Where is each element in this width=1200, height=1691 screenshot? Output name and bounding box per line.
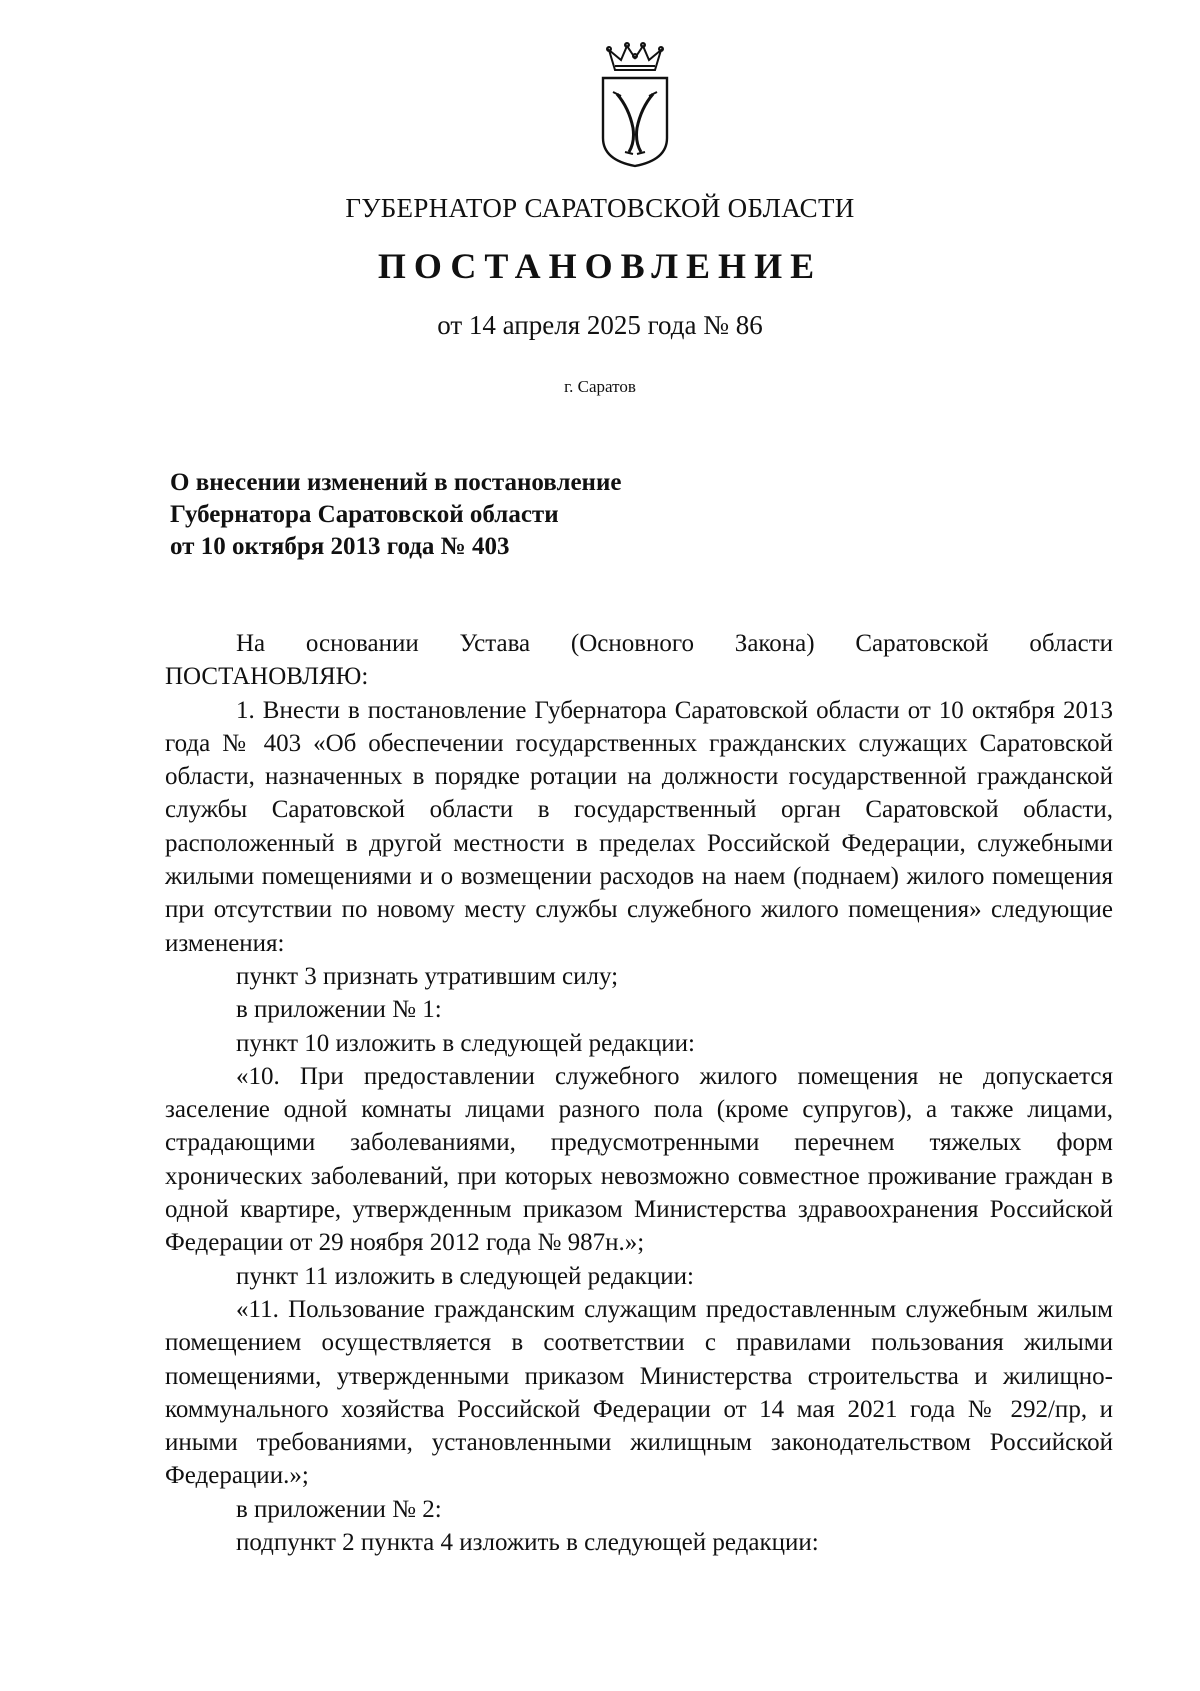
body-paragraph: «11. Пользование гражданским служащим предоставленным служебным жилым помещением осуществляется в соответствии с правилами пользования жилыми помещениями, утвержденными приказом Министерства строительства и жилищно-коммунального хозяйства Российской Федерации от 14 мая 2021 года № 292/пр, и иными требованиями, установленными жилищным законодательством Российской Федерации.»; <box>165 1295 1113 1490</box>
document-body <box>165 627 1113 1559</box>
document-subject <box>170 467 870 563</box>
subject-line: О внесении изменений в постановление <box>170 469 622 496</box>
subject-line: от 10 октября 2013 года № 403 <box>170 533 510 560</box>
issuing-authority: ГУБЕРНАТОР САРАТОВСКОЙ ОБЛАСТИ <box>345 193 855 223</box>
document-city: г. Саратов <box>564 377 636 396</box>
saratov-coat-of-arms-icon <box>595 42 675 170</box>
body-paragraph: в приложении № 2: <box>236 1495 442 1523</box>
body-paragraph: пункт 11 изложить в следующей редакции: <box>236 1262 694 1290</box>
subject-line: Губернатора Саратовской области <box>170 501 559 528</box>
resolution-word: ПОСТАНОВЛЯЮ: <box>165 663 369 691</box>
body-paragraph: 1. Внести в постановление Губернатора Саратовской области от 10 октября 2013 года № 403 «Об обеспечении государственных гражданских служащих Саратовской области, назначенных в порядке ротации на должности государственной гражданской службы Саратовской области в государственный орган Саратовской области, расположенный в другой местности в пределах Российской Федерации, служебными жилыми помещениями и о возмещении расходов на наем (поднаем) жилого помещения при отсутствии по новому месту службы служебного жилого помещения» следующие изменения: <box>165 696 1113 957</box>
body-paragraph: пункт 3 признать утратившим силу; <box>236 962 619 990</box>
body-paragraph: подпункт 2 пункта 4 изложить в следующей редакции: <box>236 1529 819 1557</box>
body-paragraph: «10. При предоставлении служебного жилого помещения не допускается заселение одной комнаты лицами разного пола (кроме супругов), а также лицами, страдающими заболеваниями, предусмотренными перечнем тяжелых форм хронических заболеваний, при которых невозможно совместное проживание граждан в одной квартире, утвержденным приказом Министерства здравоохранения Российской Федерации от 29 ноября 2012 года № 987н.»; <box>165 1062 1113 1257</box>
body-paragraph: На основании Устава (Основного Закона) Саратовской области <box>236 630 1113 657</box>
body-paragraph: пункт 10 изложить в следующей редакции: <box>236 1029 695 1057</box>
body-paragraph: в приложении № 1: <box>236 996 442 1024</box>
document-date-number: от 14 апреля 2025 года № 86 <box>437 310 763 340</box>
document-type: ПОСТАНОВЛЕНИЕ <box>377 246 823 286</box>
